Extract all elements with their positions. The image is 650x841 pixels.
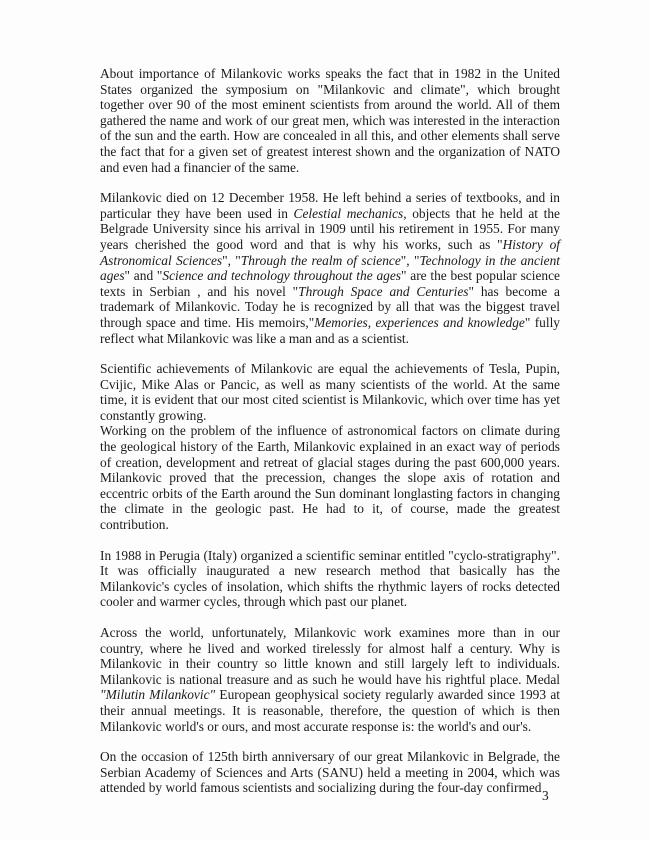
paragraph-text: " fully reflect what Milankovic was like a man and as a scientist. bbox=[100, 314, 561, 346]
paragraph-text: , objects that he held at the Belgrade University since his arrival in 1909 until his retirement in 1955. For many years cherished the good word and that is why his works, such as " bbox=[100, 205, 560, 252]
body-text bbox=[100, 66, 560, 796]
paragraph-perugia bbox=[100, 548, 560, 610]
paragraph-text: " are the best popular science texts in Serbian , and his novel " bbox=[100, 268, 560, 299]
paragraph-text: About importance of Milankovic works speaks the fact that in 1982 in the United States organized the symposium on "Milankovic and climate", which brought together over 90 of the most eminent scientists from around the world. All of them gathered the name and work of our great men, which was interested in the interaction of the sun and the earth. How are concealed in all this, and other elements shall serve the fact that for a given set of greatest interest shown and the organization of NATO and even had a financier of the same. bbox=[100, 66, 560, 175]
paragraph-text: Milankovic died on 12 December 1958. He left behind a series of textbooks, and in particular they have been used in bbox=[100, 190, 560, 221]
paragraph-across-the-world bbox=[100, 625, 560, 734]
paragraph-text: " has become a trademark of Milankovic. Today he is recognized by all that was the biggest travel through space and time. His memoirs," bbox=[100, 283, 560, 330]
book-title: Through the realm of science bbox=[240, 252, 401, 268]
book-title: History of Astronomical Sciences bbox=[100, 236, 560, 268]
book-title: Celestial mechanics bbox=[293, 205, 404, 221]
paragraph-text: In 1988 in Perugia (Italy) organized a scientific seminar entitled "cyclo-stratigraphy". It was officially inaugurated a new research method that basically has the Milankovic's cycles of insolation, which shifts the rhythmic layers of rocks detected cooler and warmer cycles, through which past our planet. bbox=[100, 547, 560, 610]
paragraph-symposium bbox=[100, 66, 560, 175]
book-title: Memories, experiences and knowledge bbox=[314, 314, 525, 330]
paragraph-text: Working on the problem of the influence of astronomical factors on climate during the geological history of the Earth, Milankovic explained in an exact way of periods of creation, development and retreat of glacial stages during the past 600,000 years. Milankovic proved that the precession, changes the slope axis of rotation and eccentric orbits of the Earth around the Sun dominant longlasting factors in changing the climate in the geologic past. He had to it, of course, made the greatest contribution. bbox=[100, 423, 560, 533]
medal-name: "Milutin Milankovic" bbox=[100, 687, 216, 703]
paragraph-text: ", " bbox=[222, 252, 241, 268]
paragraph-text: On the occasion of 125th birth anniversary of our great Milankovic in Belgrade, the Serbian Academy of Sciences and Arts (SANU) held a meeting in 2004, which was attended by world famous scientists and socializing during the four-day confirmed bbox=[100, 749, 560, 796]
paragraph-text: Scientific achievements of Milankovic are equal the achievements of Tesla, Pupin, Cvijic, Mike Alas or Pancic, as well as many scientists of the world. At the same time, it is evident that our most cited scientist is Milankovic, which over time has yet constantly growing. bbox=[100, 361, 560, 423]
paragraph-achievements bbox=[100, 361, 560, 423]
page-number: 3 bbox=[542, 788, 549, 803]
book-title: Through Space and Centuries bbox=[298, 283, 469, 299]
paragraph-death-and-works bbox=[100, 190, 560, 346]
paragraph-text: European geophysical society regularly awarded since 1993 at their annual meetings. It is reasonable, therefore, the question of which is then Milankovic world's or ours, and most accurate response is: the world's and our's. bbox=[100, 687, 560, 734]
book-title: Technology in the ancient ages bbox=[100, 252, 560, 284]
paragraph-anniversary bbox=[100, 749, 560, 796]
paragraph-text: Across the world, unfortunately, Milankovic work examines more than in our country, where he lived and worked tirelessly for almost half a century. Why is Milankovic in their country so little known and still largely left to individuals. Milankovic is national treasure and as such he would have his rightful place. Medal bbox=[100, 625, 560, 687]
paragraph-astronomical-factors bbox=[100, 423, 560, 532]
paragraph-text: " and " bbox=[124, 268, 163, 284]
paragraph-text: ", " bbox=[400, 252, 420, 268]
book-title: Science and technology throughout the ages bbox=[162, 268, 401, 284]
